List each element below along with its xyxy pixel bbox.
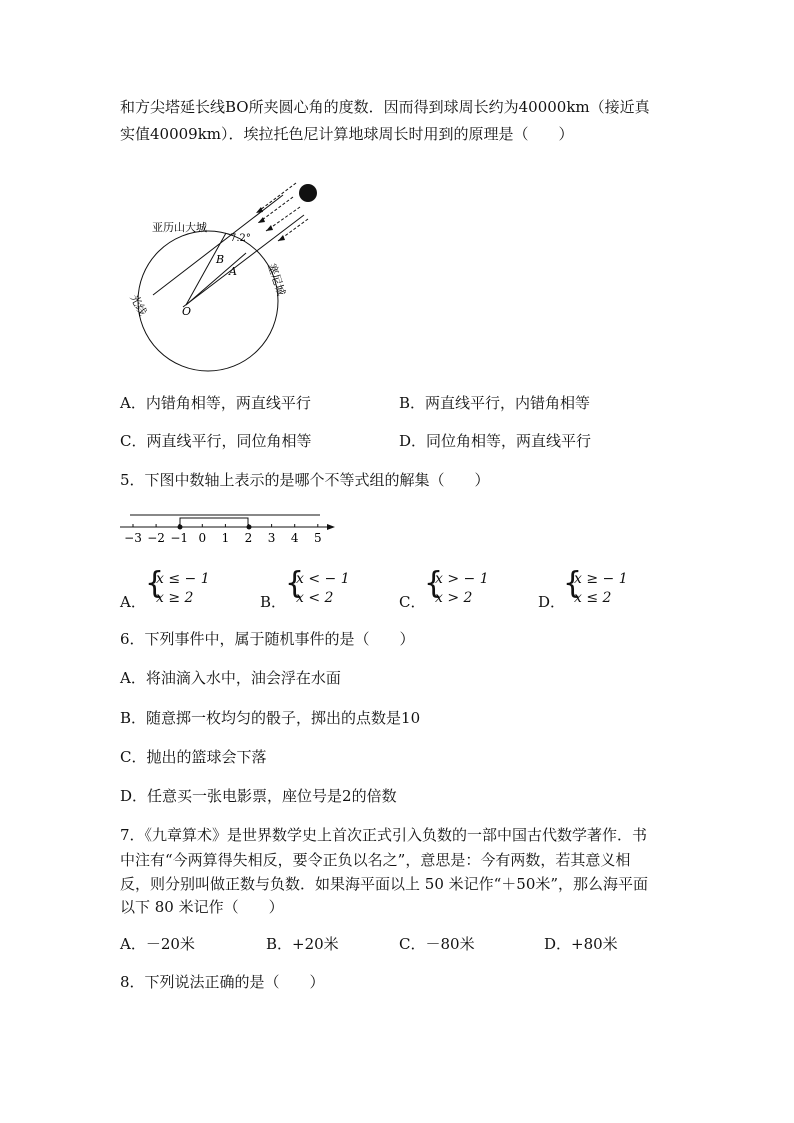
solution-bar-short <box>180 518 248 527</box>
q5-option-d-label[interactable]: D． <box>538 593 566 611</box>
q6-stem: 6．下列事件中，属于随机事件的是（ ） <box>120 630 415 648</box>
q5-c-row2: x > 2 <box>435 590 473 606</box>
q5-stem: 5．下图中数轴上表示的是哪个不等式组的解集（ ） <box>120 471 490 489</box>
q5-option-a-label[interactable]: A． <box>120 593 146 611</box>
q6-option-d[interactable]: D．任意买一张电影票，座位号是2的倍数 <box>120 787 397 805</box>
label-angle: 7.2° <box>230 233 251 244</box>
q5-b-row2: x < 2 <box>296 590 334 606</box>
q5-b-row1: x < − 1 <box>296 571 350 587</box>
axis-tick-label: −2 <box>147 531 165 545</box>
q7-line-2: 中注有“今两算得失相反，要令正负以名之”，意思是：今有两数，若其意义相 <box>120 851 631 869</box>
axis-tick-label: 2 <box>244 531 253 545</box>
line-BO <box>186 233 226 305</box>
q5-a-row1: x ≤ − 1 <box>156 571 210 587</box>
q6-option-a[interactable]: A．将油滴入水中，油会浮在水面 <box>120 669 341 687</box>
q6-option-b[interactable]: B．随意掷一枚均匀的骰子，掷出的点数是10 <box>120 709 421 727</box>
q7-option-a[interactable]: A．－20米 <box>120 935 195 953</box>
q5-d-row1: x ≥ − 1 <box>574 571 628 587</box>
sun-icon <box>299 184 317 202</box>
axis-tick-label: 3 <box>267 531 276 545</box>
point-minus-1 <box>178 525 183 530</box>
label-syene: 塞尼城 <box>265 261 288 298</box>
axis-tick-label: −1 <box>170 531 189 545</box>
q5-c-row1: x > − 1 <box>435 571 489 587</box>
q4-option-a[interactable]: A．内错角相等，两直线平行 <box>120 394 311 412</box>
q4-line-2: 实值40009km）．埃拉托色尼计算地球周长时用到的原理是（ ） <box>120 125 574 143</box>
axis-tick-label: 4 <box>290 531 299 545</box>
q6-option-c[interactable]: C．抛出的篮球会下落 <box>120 748 267 766</box>
arrowhead-4 <box>278 235 285 241</box>
arrowhead-2 <box>258 217 265 223</box>
q8-stem: 8．下列说法正确的是（ ） <box>120 973 325 991</box>
point-2 <box>247 525 252 530</box>
earth-circle <box>138 231 278 371</box>
axis-arrow-icon <box>327 524 335 530</box>
brace-icon: { <box>424 566 444 601</box>
q4-option-c[interactable]: C．两直线平行，同位角相等 <box>120 432 312 450</box>
q5-d-row2: x ≤ 2 <box>574 590 612 606</box>
earth-sunlight-figure <box>118 175 333 375</box>
q7-line-3: 反，则分别叫做正数与负数．如果海平面以上 50 米记作“＋50米”，那么海平面 <box>120 875 649 893</box>
q7-option-c[interactable]: C．－80米 <box>399 935 475 953</box>
label-A: A <box>229 265 237 278</box>
axis-tick-label: 5 <box>313 531 322 545</box>
q7-line-1: 7．《九章算术》是世界数学史上首次正式引入负数的一部中国古代数学著作．书 <box>120 826 648 844</box>
dashed-arrow-1 <box>256 183 296 213</box>
number-line <box>115 505 345 545</box>
label-light: 光线 <box>127 292 150 318</box>
q4-option-b[interactable]: B．两直线平行，内错角相等 <box>399 394 591 412</box>
axis-tick-label: 1 <box>221 531 230 545</box>
brace-icon: { <box>563 566 583 601</box>
q4-option-d[interactable]: D．同位角相等，两直线平行 <box>399 432 592 450</box>
brace-icon: { <box>285 566 305 601</box>
axis-tick-label: 0 <box>198 531 207 545</box>
brace-icon: { <box>145 566 165 601</box>
q5-a-row2: x ≥ 2 <box>156 590 194 606</box>
q5-option-b-label[interactable]: B． <box>260 593 287 611</box>
q7-line-4: 以下 80 米记作（ ） <box>120 898 284 916</box>
q4-line-1: 和方尖塔延长线BO所夹圆心角的度数．因而得到球周长约为40000km（接近真 <box>120 98 650 116</box>
label-city: 亚历山大城 <box>152 221 207 234</box>
axis-tick-label: −3 <box>124 531 142 545</box>
label-B: B <box>216 253 225 266</box>
label-O: O <box>182 305 192 318</box>
q7-option-b[interactable]: B．+20米 <box>266 935 339 953</box>
q5-option-c-label[interactable]: C． <box>399 593 426 611</box>
q7-option-d[interactable]: D．+80米 <box>544 935 618 953</box>
arrowhead-1 <box>256 207 263 213</box>
arrowhead-3 <box>266 225 273 231</box>
